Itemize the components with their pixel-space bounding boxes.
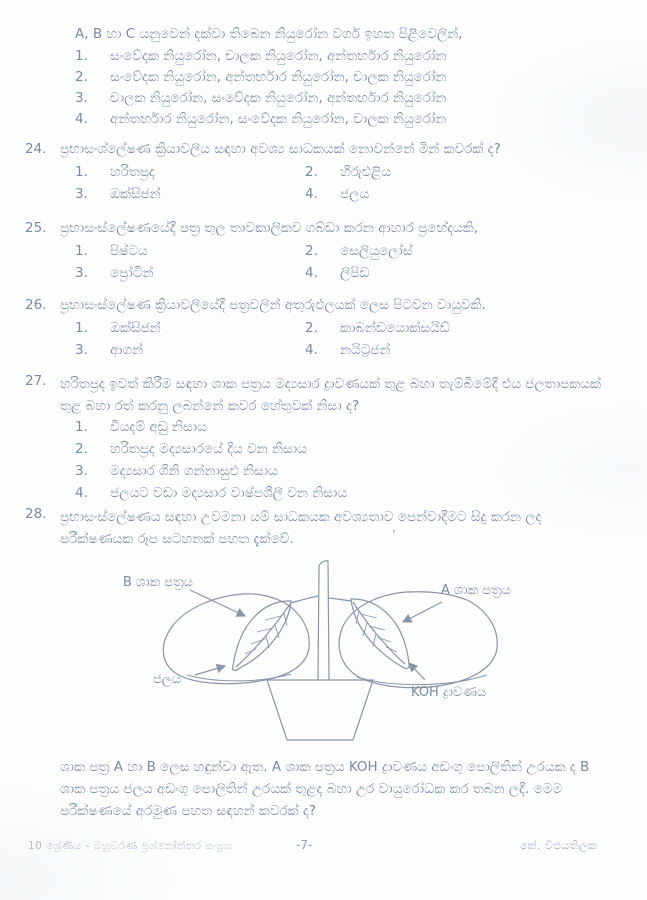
question-24 [25,141,501,157]
option-number: 2. [305,164,318,180]
option-label: වියදම් අඩු නිසාය [110,419,207,435]
option-number: 3. [75,90,88,106]
question-number: 27. [25,373,47,389]
question-26 [25,297,486,313]
option-label: ඔක්සිජන් [110,320,161,336]
q27-option [75,419,207,435]
option-number: 3. [75,463,88,479]
option-number: 4. [75,485,88,501]
koh-label: KOH ද්‍රාවණය [411,685,487,700]
question-27-text: හරිතප්‍රද ඉවත් කිරීම සඳහා ශාක පත්‍රය මද්‍යසාර ද්‍රාවණයක් තුළ බහා තැම්බීමේදී එය ජලතාපකයක් තුළ බහා රත් කරනු ලබන්නේ කවර හේතුවක් නිසා ද? [60,376,601,414]
q25-options-row2 [75,265,369,281]
footer-page-number: -7- [296,838,313,852]
footer-author: කේ. විජයතිලක [520,839,598,852]
intro-option [75,111,446,127]
intro-option [75,69,446,85]
option-label: සංවේදක නියුරෝන, චාලක නියුරෝන, අන්තර්භාර නියුරෝන [110,48,447,64]
option-number: 4. [305,186,318,202]
option-label: අන්තර්භාර නියුරෝන, සංවේදක නියුරෝන, චාලක නියුරෝන [110,111,447,127]
option-number: 1. [75,48,88,64]
option-number: 3. [75,342,88,358]
option-label: හරිතප්‍රද මද්‍යසාරයේ දිය වන නිසාය [110,441,307,457]
question-text: ප්‍රභාසංස්ලේෂණයේදී පත්‍ර තුල තාවකාලිකව ගබ්ඩා කරන ආහාර ප්‍රභේදයකි, [60,220,479,236]
left-leaf-label: B ශාක පත්‍රය [123,575,194,590]
option-label: ප්‍රෝටීන් [110,265,154,281]
q27-option [75,441,307,457]
question-number: 28. [25,506,47,522]
q26-options-row1 [75,320,450,336]
option-label: හිරුඑළිය [340,164,392,180]
intro-lead: A, B හා C යනුවෙන් දක්වා තිබෙන නියුරෝන වර්ග ඉහත පිළිවෙලින්, [75,26,463,42]
plant-pot [267,680,373,740]
option-number: 3. [75,265,88,281]
option-number: 2. [75,441,88,457]
option-label: සංවේදක නියුරෝන, අන්තර්භාර නියුරෝන, චාලක නියුරෝන [110,69,447,85]
option-number: 4. [75,111,88,127]
plant-stem [319,561,329,680]
question-number: 26. [25,297,47,313]
question-28-text: ප්‍රභාසංස්ලේෂණය සඳහා උවමනා යම් සාධකයක අවශ්‍යතාව පෙන්වාදීමට සිදු කරන ලද පරීක්ෂණයක රූප සටහනක් පහත දැක්වේ. [60,509,542,547]
q26-options-row2 [75,342,390,358]
option-label: ලිපිඩ [340,265,370,281]
option-label: සෙලියුලෝස් [340,243,413,259]
q27-option [75,463,278,479]
q24-options-row2 [75,186,369,202]
question-text: ප්‍රභාසංශ්ලේෂණ ක්‍රියාවලිය සඳහා අවශ්‍ය සාධකයක් නොවන්නේ මින් කවරක් ද? [60,141,501,157]
scan-stray-mark: ’ [392,528,396,542]
option-label: හරිතප්‍රද [110,164,155,180]
option-label: ජලය [340,186,370,202]
option-number: 2. [75,69,88,85]
right-leaf [351,599,409,668]
question-number: 25. [25,220,47,236]
question-text: ප්‍රභාසංස්ලේෂණ ක්‍රියාවලියේදී පත්‍රවලින් අතුරුඵලයක් ලෙස පිටවන වායුවකි. [60,297,486,313]
footer-series-title: 10 ශ්‍රේණිය - බහුවරණ ප්‍රශ්නෝත්තර සංග්‍රහ [28,840,233,852]
option-number: 1. [75,419,88,435]
option-label: කාබන්ඩයොක්සයිඩ් [340,320,450,336]
water-label: ජලය [153,672,182,687]
left-leaf [232,601,291,670]
option-number: 4. [305,342,318,358]
option-number: 1. [75,164,88,180]
option-number: 4. [305,265,318,281]
option-label: ඔක්සිජන් [110,186,161,202]
question-25 [25,220,478,236]
right-leaf-label: A ශාක පත්‍රය [441,583,511,598]
q24-options-row1 [75,164,391,180]
option-label: ජලයට වඩා මද්‍යසාර වාෂ්පශීලී වන නිසාය [110,485,348,501]
intro-option [75,90,446,106]
option-number: 1. [75,320,88,336]
option-label: පිෂ්ටය [110,243,148,259]
option-label: මද්‍යසාර ගිනි ගන්නාසුළු නිසාය [110,463,278,479]
option-number: 2. [305,243,318,259]
question-number: 24. [25,141,47,157]
option-label: නයිට්‍රජන් [340,342,391,358]
intro-option [75,48,446,64]
option-number: 1. [75,243,88,259]
q25-options-row1 [75,243,413,259]
q27-option [75,485,347,501]
option-number: 2. [305,320,318,336]
option-label: චාලක නියුරෝන, සංවේදක නියුරෝන, අන්තර්භාර නියුරෝන [110,90,447,106]
experiment-diagram [95,556,555,756]
option-number: 3. [75,186,88,202]
option-label: ආගන් [110,342,144,358]
q28-paragraph: ශාක පත්‍ර A හා B ලෙස හඳුන්වා ඇත. A ශාක පත්‍රය KOH ද්‍රාවණය අඩංගු පොලිතින් උරයක ද B ශාක පත්‍රය ජලය අඩංගු පොලිතින් උරයක් තුළද බහා උර වායුරෝධක කර තබන ලදී. මෙම පරීක්ෂණයේ අරමුණ පහත සඳහන් කවරක් ද? [60,759,590,819]
